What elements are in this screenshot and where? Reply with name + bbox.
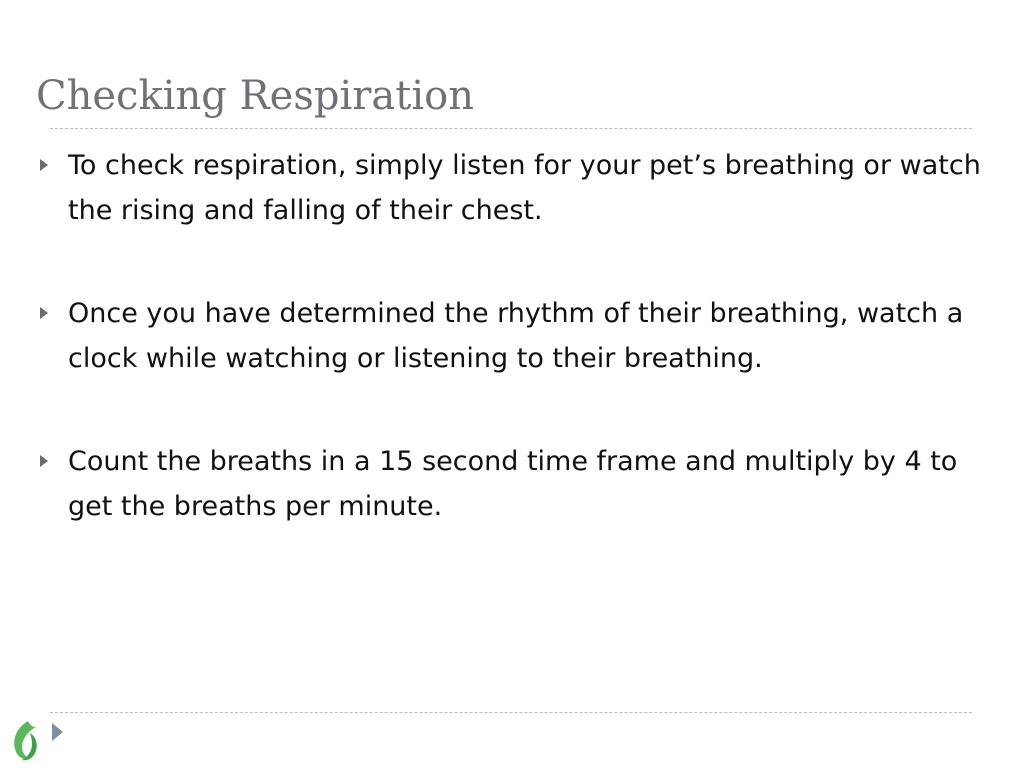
bullet-item	[40, 143, 990, 233]
leaf-logo-icon	[10, 719, 42, 763]
bullet-text: Once you have determined the rhythm of their breathing, watch a clock while watching or listening to their breathing.	[68, 298, 964, 374]
triangle-right-icon	[40, 159, 48, 171]
title-divider	[50, 128, 972, 129]
bullet-item	[40, 439, 990, 529]
footer-divider	[50, 712, 972, 713]
bullet-list	[40, 143, 990, 587]
slide-title: Checking Respiration	[36, 73, 474, 119]
bullet-text: To check respiration, simply listen for your pet’s breathing or watch the rising and falling of their chest.	[68, 150, 981, 226]
bullet-text: Count the breaths in a 15 second time frame and multiply by 4 to get the breaths per minute.	[68, 446, 958, 522]
triangle-right-icon	[40, 455, 48, 467]
next-slide-arrow-icon[interactable]	[52, 723, 63, 741]
triangle-right-icon	[40, 307, 48, 319]
bullet-item	[40, 291, 990, 381]
